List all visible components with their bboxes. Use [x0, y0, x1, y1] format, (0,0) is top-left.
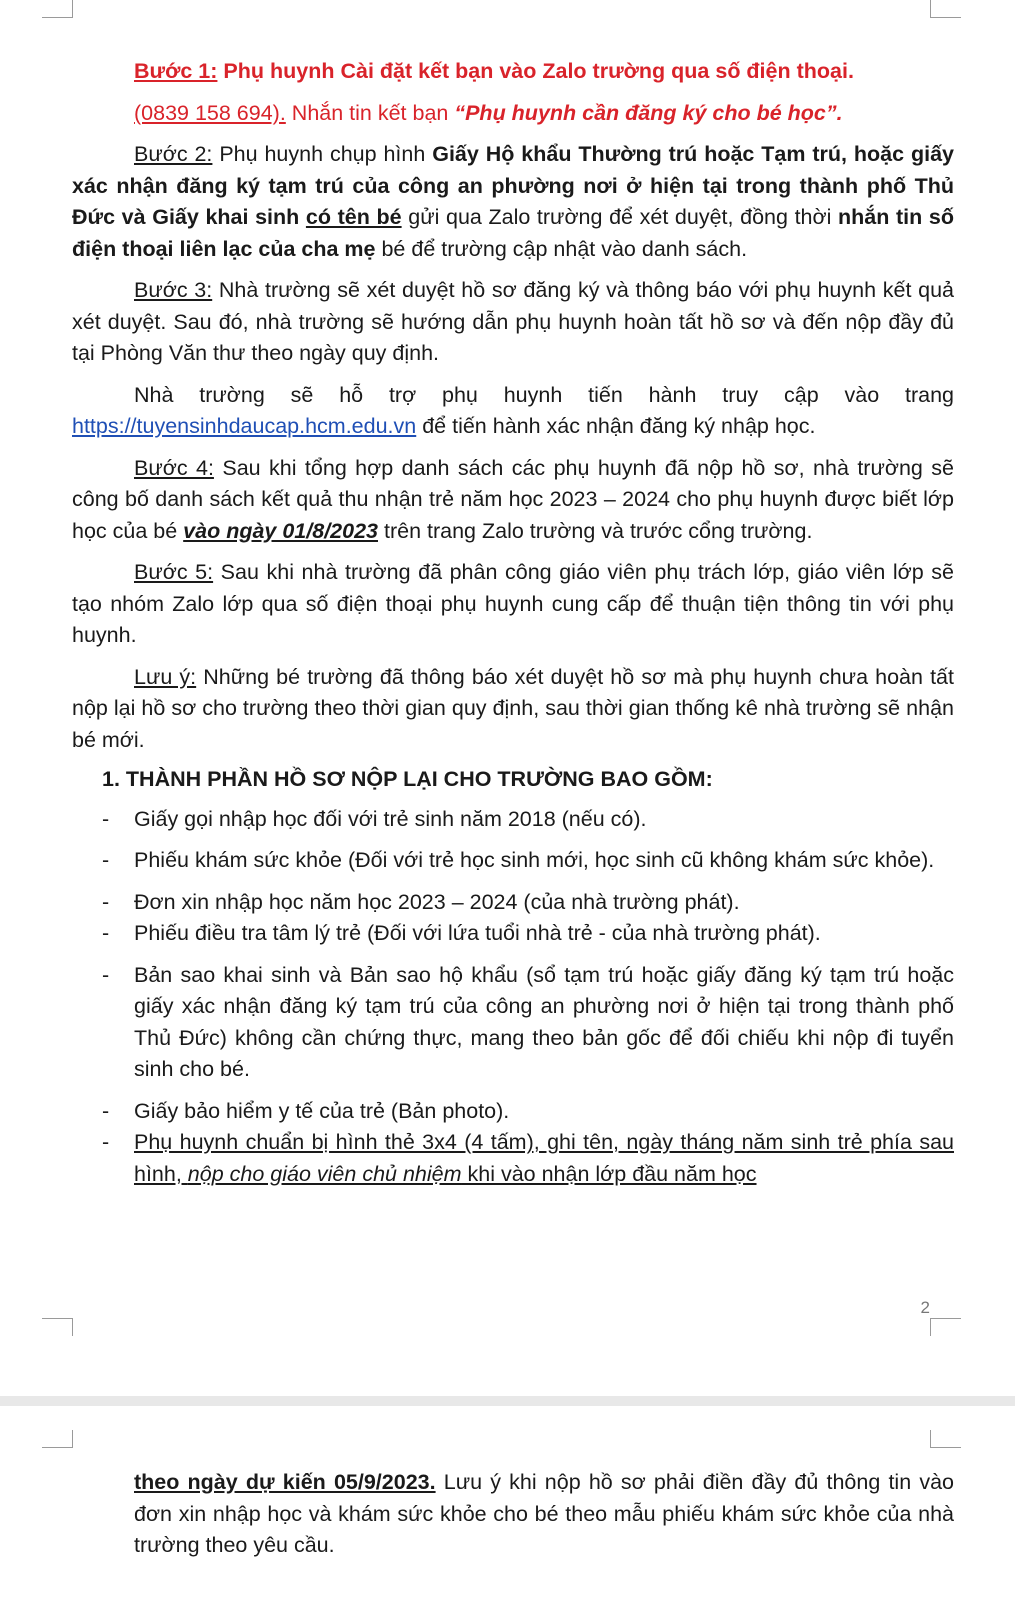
step-4-date: vào ngày 01/8/2023: [183, 518, 378, 543]
step-4-paragraph: [72, 453, 954, 548]
continued-date: theo ngày dự kiến 05/9/2023.: [134, 1470, 436, 1494]
note-text: Những bé trường đã thông báo xét duyệt hồ sơ mà phụ huynh chưa hoàn tất nộp lại hồ sơ cho trường theo thời gian quy định, sau thời gian thống kê nhà trường sẽ nhận bé mới.: [72, 664, 954, 752]
note-label: Lưu ý:: [134, 664, 197, 689]
crop-mark-bottom-right: [930, 1318, 961, 1336]
bullet-text: Giấy gọi nhập học đối với trẻ sinh năm 2018 (nếu có).: [134, 806, 647, 831]
step-2-paragraph: [72, 139, 954, 265]
bullet-text: Giấy bảo hiểm y tế của trẻ (Bản photo).: [134, 1098, 510, 1123]
bullet-dash: -: [102, 806, 110, 831]
crop-mark-bottom-left: [42, 1318, 73, 1336]
bullet-item: [72, 918, 954, 950]
continued-paragraph: [72, 1467, 954, 1562]
step-2-label: Bước 2:: [134, 142, 213, 166]
admission-link[interactable]: https://tuyensinhdaucap.hcm.edu.vn: [72, 414, 417, 438]
step-4-label: Bước 4:: [134, 455, 214, 480]
bullet-dash: -: [102, 921, 110, 945]
bullet-item: [72, 1096, 954, 1128]
bullet-item: [72, 845, 954, 877]
crop-mark-top-left: [42, 1430, 73, 1448]
bullet-item: [72, 960, 954, 1086]
support-text: Nhà trường sẽ hỗ trợ phụ huynh tiến hành truy cập vào trang: [134, 382, 954, 407]
step-2-bold-1: Giấy Hộ khẩu Thường trú hoặc Tạm trú, hoặc giấy xác nhận đăng ký tạm trú của công an phường nơi ở hiện tại trong thành phố Thủ Đức và Giấy khai sinh: [72, 142, 955, 229]
bullet-dash: -: [102, 848, 110, 872]
crop-mark-top-right: [930, 0, 961, 18]
continued-text: Lưu ý khi nộp hồ sơ phải điền đầy đủ thông tin vào đơn xin nhập học và khám sức khỏe cho bé theo mẫu phiếu khám sức khỏe của nhà trường theo yêu cầu.: [134, 1470, 954, 1557]
last-bullet-text-1: Phụ huynh chuẩn bị hình thẻ 3x4 (4 tấm), ghi tên, ngày tháng năm sinh trẻ phía sau hình,: [134, 1130, 954, 1186]
bullet-text: Đơn xin nhập học năm học 2023 – 2024 (của nhà trường phát).: [134, 889, 740, 914]
step-3-paragraph: [72, 275, 954, 370]
step-4-text-1: Sau khi tổng hợp danh sách các phụ huynh đã nộp hồ sơ, nhà trường sẽ công bố danh sách kết quả thu nhận trẻ năm học 2023 – 2024 cho phụ huynh được biết lớp học của bé: [72, 455, 954, 543]
step-2-bold-2: nhắn tin số điện thoại liên lạc của cha mẹ: [72, 205, 954, 261]
support-paragraph-cont: [72, 411, 954, 443]
step-1-message-paragraph: [72, 98, 954, 130]
last-bullet-text-2: khi vào nhận lớp đầu năm học: [461, 1161, 757, 1186]
page-number: 2: [920, 1298, 930, 1317]
bullet-dash: -: [102, 962, 110, 987]
step-4-text-2: trên trang Zalo trường và trước cổng trường.: [378, 518, 813, 543]
bullet-item-photo: [72, 1127, 954, 1190]
message-prefix: Nhắn tin kết bạn: [285, 100, 455, 125]
step-2-underline: có tên bé: [305, 205, 402, 229]
note-paragraph: [72, 662, 954, 757]
bullet-dash: -: [102, 1098, 110, 1123]
step-5-paragraph: [72, 557, 954, 652]
bullet-text: Bản sao khai sinh và Bản sao hộ khẩu (sổ tạm trú hoặc giấy đăng ký tạm trú hoặc giấy xác nhận đăng ký tạm trú của công an phường nơi ở hiện tại trong thành phố Thủ Đức) không cần chứng thực, mang theo bản gốc để đối chiếu khi nộp đi tuyển sinh cho bé.: [134, 962, 954, 1081]
step-1-text: Phụ huynh Cài đặt kết bạn vào Zalo trường qua số điện thoại.: [217, 59, 854, 83]
step-3-label: Bước 3:: [134, 278, 213, 302]
crop-mark-top-right: [930, 1430, 961, 1448]
crop-mark-top-left: [42, 0, 73, 18]
bullet-item: [72, 804, 954, 836]
support-paragraph: [72, 380, 954, 412]
last-bullet-italic: nộp cho giáo viên chủ nhiệm: [187, 1161, 462, 1186]
step-1-paragraph: [72, 56, 954, 88]
bullet-text: Phiếu điều tra tâm lý trẻ (Đối với lứa tuổi nhà trẻ - của nhà trường phát).: [134, 921, 821, 945]
support-after: để tiến hành xác nhận đăng ký nhập học.: [416, 414, 816, 438]
step-2-text-3: bé để trường cập nhật vào danh sách.: [375, 236, 748, 261]
step-2-text-1: Phụ huynh chụp hình: [212, 142, 433, 166]
step-3-text: Nhà trường sẽ xét duyệt hồ sơ đăng ký và thông báo với phụ huynh kết quả xét duyệt. Sau đó, nhà trường sẽ hướng dẫn phụ huynh hoàn tất hồ sơ và đến nộp đầy đủ tại Phòng Văn thư theo ngày quy định.: [72, 278, 954, 365]
section-heading: 1. THÀNH PHẦN HỒ SƠ NỘP LẠI CHO TRƯỜNG BAO GỒM:: [102, 767, 713, 791]
bullet-text: Phiếu khám sức khỏe (Đối với trẻ học sinh mới, học sinh cũ không khám sức khỏe).: [134, 848, 935, 872]
step-5-text: Sau khi nhà trường đã phân công giáo viên phụ trách lớp, giáo viên lớp sẽ tạo nhóm Zalo lớp qua số điện thoại phụ huynh cung cấp để thuận tiện thông tin với phụ huynh.: [72, 560, 954, 647]
page-body: [72, 56, 954, 1190]
bullet-dash: -: [102, 1130, 110, 1154]
bullet-dash: -: [102, 889, 110, 914]
message-quote: “Phụ huynh cần đăng ký cho bé học”.: [454, 100, 843, 125]
zalo-phone: (0839 158 694).: [134, 100, 286, 125]
step-1-label: Bước 1:: [134, 59, 218, 83]
page-separator: [0, 1396, 1015, 1406]
step-2-text-2: gửi qua Zalo trường để xét duyệt, đồng thời: [401, 205, 839, 229]
page-3-body: [72, 1467, 954, 1562]
bullet-item: [72, 887, 954, 919]
step-5-label: Bước 5:: [134, 560, 214, 584]
